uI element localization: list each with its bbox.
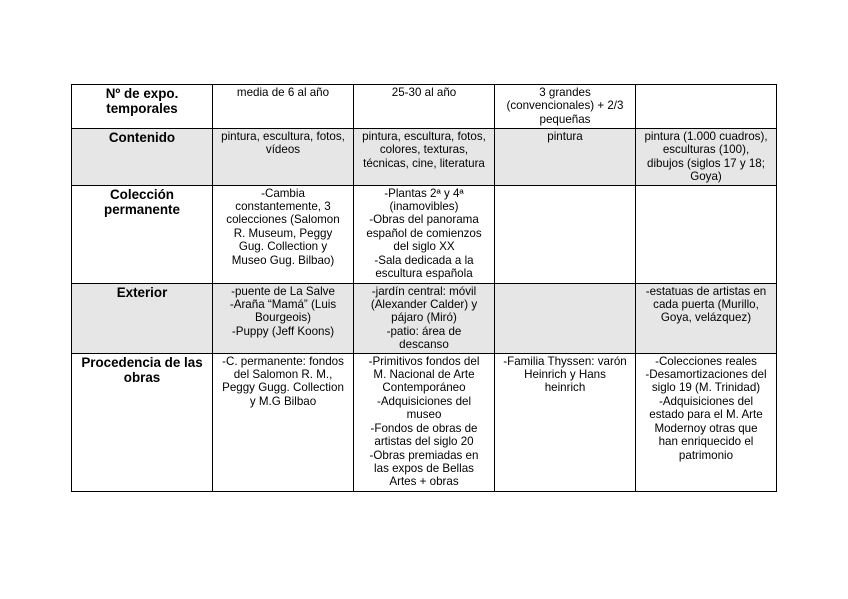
table-cell	[495, 185, 636, 283]
table-cell: -Cambia constantemente, 3 colecciones (Salomon R. Museum, Peggy Gug. Collection y Museo Gug. Bilbao)	[213, 185, 354, 283]
table-cell: -C. permanente: fondos del Salomon R. M., Peggy Gugg. Collection y M.G Bilbao	[213, 353, 354, 491]
table-row-coleccion	[72, 185, 777, 283]
table-row-contenido	[72, 129, 777, 186]
table-cell: media de 6 al año	[213, 85, 354, 129]
table-cell: pintura, escultura, fotos, vídeos	[213, 129, 354, 186]
museum-comparison-table	[71, 84, 777, 492]
table-cell	[636, 185, 777, 283]
table-row-procedencia	[72, 353, 777, 491]
table-cell: -Familia Thyssen: varón Heinrich y Hans heinrich	[495, 353, 636, 491]
table-cell: -estatuas de artistas en cada puerta (Murillo, Goya, velázquez)	[636, 283, 777, 353]
table-cell: pintura, escultura, fotos, colores, texturas, técnicas, cine, literatura	[354, 129, 495, 186]
table-row-exposiciones	[72, 85, 777, 129]
row-header-exposiciones: Nº de expo. temporales	[72, 85, 213, 129]
table-row-exterior	[72, 283, 777, 353]
table-cell	[636, 85, 777, 129]
row-header-exterior: Exterior	[72, 283, 213, 353]
table-cell: pintura (1.000 cuadros), esculturas (100), dibujos (siglos 17 y 18; Goya)	[636, 129, 777, 186]
table-cell: -puente de La Salve -Araña “Mamá” (Luis Bourgeois) -Puppy (Jeff Koons)	[213, 283, 354, 353]
table-cell: -Colecciones reales -Desamortizaciones del siglo 19 (M. Trinidad) -Adquisiciones del estado para el M. Arte Modernoy otras que han enriquecido el patrimonio	[636, 353, 777, 491]
table-cell: pintura	[495, 129, 636, 186]
table-cell: -Plantas 2ª y 4ª (inamovibles) -Obras del panorama español de comienzos del siglo XX -Sala dedicada a la escultura española	[354, 185, 495, 283]
table-cell: 25-30 al año	[354, 85, 495, 129]
row-header-procedencia: Procedencia de las obras	[72, 353, 213, 491]
table-cell: 3 grandes (convencionales) + 2/3 pequeñas	[495, 85, 636, 129]
row-header-coleccion: Colección permanente	[72, 185, 213, 283]
table-cell: -Primitivos fondos del M. Nacional de Arte Contemporáneo -Adquisiciones del museo -Fondos de obras de artistas del siglo 20 -Obras premiadas en las expos de Bellas Artes + obras	[354, 353, 495, 491]
row-header-contenido: Contenido	[72, 129, 213, 186]
table-cell	[495, 283, 636, 353]
table-cell: -jardín central: móvil (Alexander Calder) y pájaro (Miró) -patio: área de descanso	[354, 283, 495, 353]
